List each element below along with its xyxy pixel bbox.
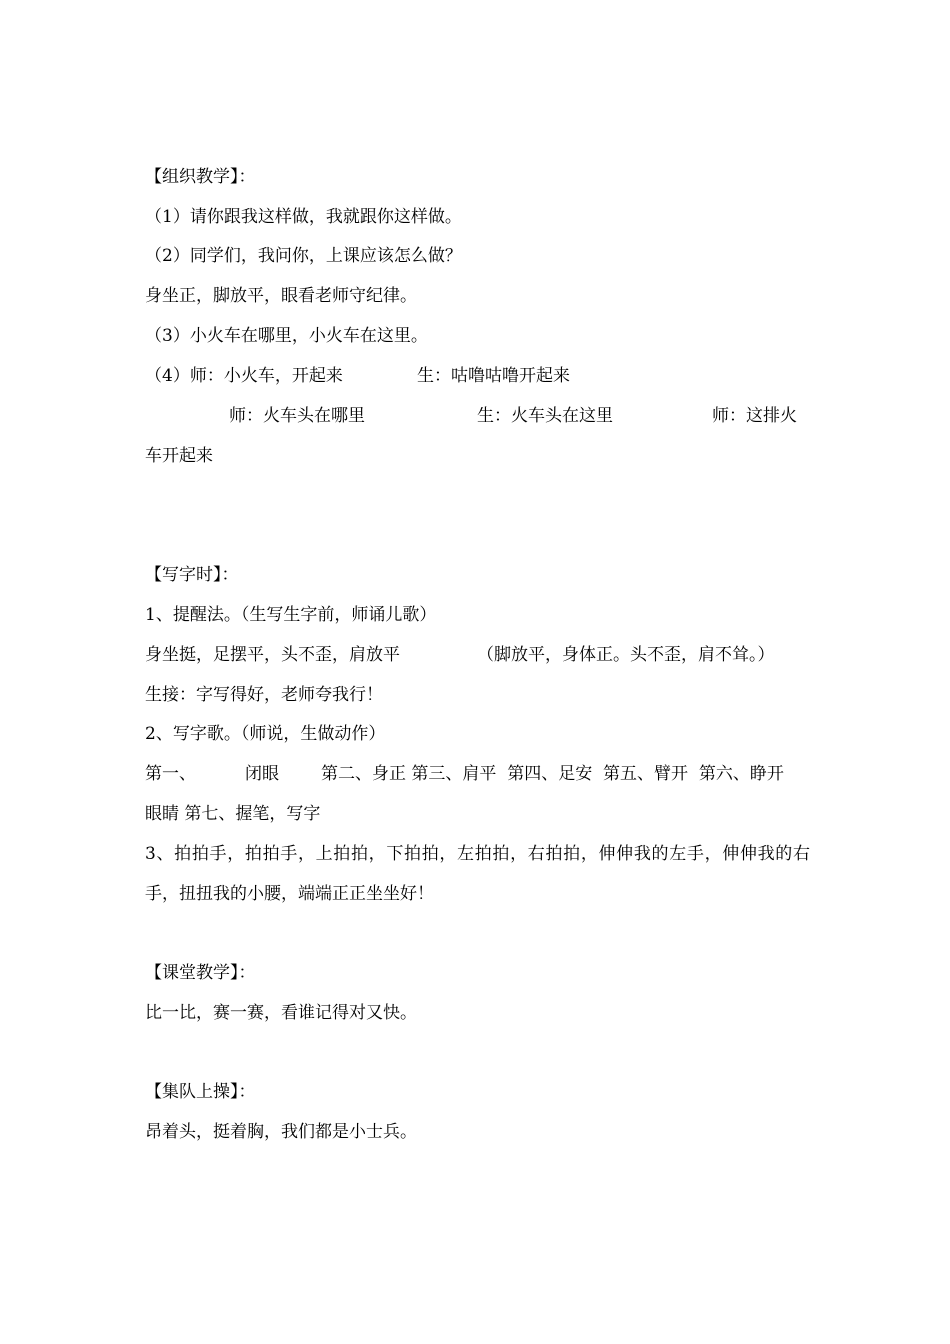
organize-line-1: （1）请你跟我这样做，我就跟你这样做。 bbox=[145, 207, 462, 227]
organize-line-5-teacher: （4）师：小火车，开起来 bbox=[145, 366, 343, 386]
organize-line-2: （2）同学们，我问你，上课应该怎么做？ bbox=[145, 246, 462, 266]
organize-line-6-student: 生：火车头在这里 bbox=[477, 406, 613, 426]
organize-line-6-teacher: 师：火车头在哪里 bbox=[229, 406, 365, 426]
lineup-line-1: 昂着头，挺着胸，我们都是小士兵。 bbox=[145, 1122, 417, 1142]
organize-line-5-student: 生：咕噜咕噜开起来 bbox=[417, 366, 570, 386]
writing-line-2-note: （脚放平，身体正。头不歪，肩不耸。） bbox=[477, 645, 775, 665]
section-heading-classroom: 【课堂教学】： bbox=[145, 963, 256, 983]
classroom-line-1: 比一比，赛一赛，看谁记得对又快。 bbox=[145, 1003, 417, 1023]
section-heading-organize: 【组织教学】： bbox=[145, 167, 256, 187]
organize-line-7: 车开起来 bbox=[145, 446, 213, 466]
organize-line-6-teacher-2: 师：这排火 bbox=[712, 406, 797, 426]
writing-line-5-close-eyes: 闭眼 bbox=[245, 764, 279, 784]
writing-line-8: 手，扭扭我的小腰，端端正正坐坐好！ bbox=[145, 884, 434, 904]
writing-line-1: 1、提醒法。（生写生字前，师诵儿歌） bbox=[145, 605, 437, 625]
writing-line-3: 生接：字写得好，老师夸我行！ bbox=[145, 685, 383, 705]
organize-line-3: 身坐正，脚放平，眼看老师守纪律。 bbox=[145, 286, 417, 306]
section-heading-writing: 【写字时】： bbox=[145, 565, 239, 585]
writing-line-6: 眼睛 第七、握笔，写字 bbox=[145, 804, 321, 824]
organize-line-4: （3）小火车在哪里，小火车在这里。 bbox=[145, 326, 428, 346]
section-heading-lineup: 【集队上操】： bbox=[145, 1082, 256, 1102]
writing-line-5-rest: 第二、身正 第三、肩平 第四、足安 第五、臂开 第六、睁开 bbox=[321, 764, 784, 784]
writing-line-7: 3、拍拍手，拍拍手，上拍拍，下拍拍，左拍拍，右拍拍，伸伸我的左手，伸伸我的右 bbox=[145, 844, 810, 864]
writing-line-2-rhyme: 身坐挺，足摆平，头不歪，肩放平 bbox=[145, 645, 400, 665]
writing-line-4: 2、写字歌。（师说，生做动作） bbox=[145, 724, 386, 744]
writing-line-5-first: 第一、 bbox=[145, 764, 196, 784]
